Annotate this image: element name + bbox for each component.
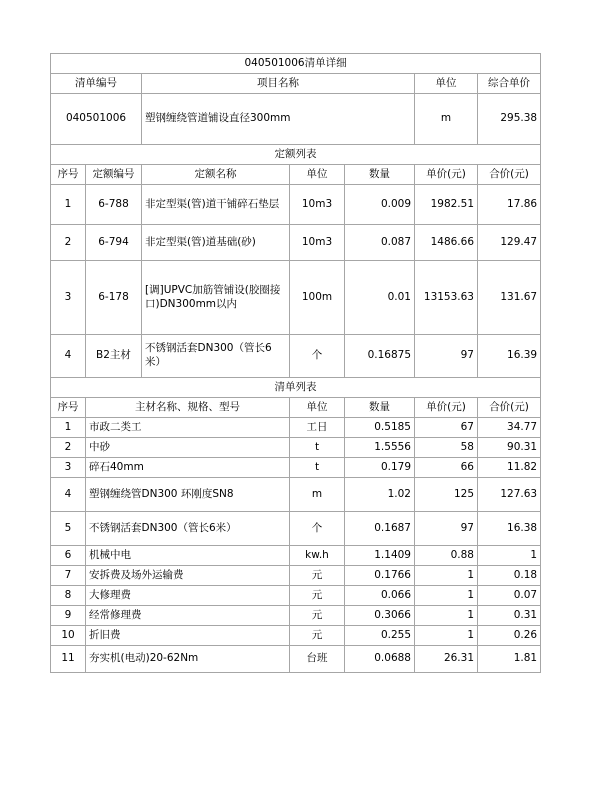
list-unit-price: 26.31 <box>415 646 478 673</box>
quota-qty: 0.087 <box>345 225 415 261</box>
list-unit-price: 0.88 <box>415 546 478 566</box>
list-qty: 0.5185 <box>345 418 415 438</box>
list-row <box>51 478 541 512</box>
item-name-header: 项目名称 <box>142 74 415 94</box>
quota-unit: 10m3 <box>290 225 345 261</box>
quota-seq-header: 序号 <box>51 165 86 185</box>
quota-unit: 100m <box>290 261 345 335</box>
quota-name: 不锈钢活套DN300（管长6米） <box>142 335 290 378</box>
quota-seq: 3 <box>51 261 86 335</box>
quota-unit-price-header: 单价(元) <box>415 165 478 185</box>
quota-unit-price: 1486.66 <box>415 225 478 261</box>
list-qty: 1.5556 <box>345 438 415 458</box>
list-unit: 元 <box>290 606 345 626</box>
quota-unit-header: 单位 <box>290 165 345 185</box>
list-name: 不锈钢活套DN300（管长6米） <box>86 512 290 546</box>
list-unit: 个 <box>290 512 345 546</box>
list-seq: 7 <box>51 566 86 586</box>
list-seq: 3 <box>51 458 86 478</box>
list-total: 90.31 <box>478 438 541 458</box>
list-section-title: 清单列表 <box>51 378 541 398</box>
list-qty: 1.1409 <box>345 546 415 566</box>
list-total: 34.77 <box>478 418 541 438</box>
list-unit: 元 <box>290 586 345 606</box>
list-unit-price: 97 <box>415 512 478 546</box>
bill-detail-table <box>50 53 541 673</box>
quota-code: 6-788 <box>86 185 142 225</box>
list-total: 1 <box>478 546 541 566</box>
item-unit-header: 单位 <box>415 74 478 94</box>
quota-qty: 0.01 <box>345 261 415 335</box>
list-qty-header: 数量 <box>345 398 415 418</box>
list-unit-price: 1 <box>415 626 478 646</box>
quota-qty-header: 数量 <box>345 165 415 185</box>
list-unit-header: 单位 <box>290 398 345 418</box>
list-qty: 1.02 <box>345 478 415 512</box>
list-name: 经常修理费 <box>86 606 290 626</box>
quota-name: [调]UPVC加筋管铺设(胶圈接口)DN300mm以内 <box>142 261 290 335</box>
list-name-header: 主材名称、规格、型号 <box>86 398 290 418</box>
list-seq: 5 <box>51 512 86 546</box>
list-total: 0.07 <box>478 586 541 606</box>
list-unit: 元 <box>290 626 345 646</box>
quota-code: 6-794 <box>86 225 142 261</box>
list-unit: 元 <box>290 566 345 586</box>
quota-row <box>51 261 541 335</box>
page-title: 040501006清单详细 <box>51 54 541 74</box>
list-unit: m <box>290 478 345 512</box>
quota-unit: 10m3 <box>290 185 345 225</box>
item-price-header: 综合单价 <box>478 74 541 94</box>
list-qty: 0.255 <box>345 626 415 646</box>
list-name: 夯实机(电动)20-62Nm <box>86 646 290 673</box>
item-unit: m <box>415 94 478 145</box>
list-row <box>51 586 541 606</box>
list-unit: t <box>290 438 345 458</box>
quota-qty: 0.16875 <box>345 335 415 378</box>
list-unit: 工日 <box>290 418 345 438</box>
quota-total: 129.47 <box>478 225 541 261</box>
quota-total: 17.86 <box>478 185 541 225</box>
list-total: 0.26 <box>478 626 541 646</box>
list-row <box>51 512 541 546</box>
quota-seq: 2 <box>51 225 86 261</box>
list-seq: 4 <box>51 478 86 512</box>
list-qty: 0.1687 <box>345 512 415 546</box>
list-total: 0.18 <box>478 566 541 586</box>
list-name: 安拆费及场外运输费 <box>86 566 290 586</box>
list-seq-header: 序号 <box>51 398 86 418</box>
quota-name-header: 定额名称 <box>142 165 290 185</box>
item-price: 295.38 <box>478 94 541 145</box>
list-total: 1.81 <box>478 646 541 673</box>
quota-unit-price: 13153.63 <box>415 261 478 335</box>
list-seq: 9 <box>51 606 86 626</box>
list-name: 折旧费 <box>86 626 290 646</box>
list-row <box>51 458 541 478</box>
list-qty: 0.1766 <box>345 566 415 586</box>
list-seq: 6 <box>51 546 86 566</box>
list-unit: 台班 <box>290 646 345 673</box>
list-unit-price: 58 <box>415 438 478 458</box>
list-row <box>51 566 541 586</box>
list-seq: 11 <box>51 646 86 673</box>
quota-name: 非定型渠(管)道干铺碎石垫层 <box>142 185 290 225</box>
list-unit: t <box>290 458 345 478</box>
list-name: 机械中电 <box>86 546 290 566</box>
item-code-header: 清单编号 <box>51 74 142 94</box>
quota-name: 非定型渠(管)道基础(砂) <box>142 225 290 261</box>
list-unit-price: 1 <box>415 566 478 586</box>
list-total: 127.63 <box>478 478 541 512</box>
quota-code-header: 定额编号 <box>86 165 142 185</box>
list-total: 16.38 <box>478 512 541 546</box>
list-name: 塑钢缠绕管DN300 环刚度SN8 <box>86 478 290 512</box>
list-unit-price: 66 <box>415 458 478 478</box>
quota-total: 131.67 <box>478 261 541 335</box>
list-qty: 0.066 <box>345 586 415 606</box>
list-total: 0.31 <box>478 606 541 626</box>
list-name: 市政二类工 <box>86 418 290 438</box>
quota-row <box>51 185 541 225</box>
list-name: 大修理费 <box>86 586 290 606</box>
quota-section-title: 定额列表 <box>51 145 541 165</box>
list-qty: 0.179 <box>345 458 415 478</box>
list-name: 碎石40mm <box>86 458 290 478</box>
list-row <box>51 626 541 646</box>
list-seq: 2 <box>51 438 86 458</box>
list-unit-price: 125 <box>415 478 478 512</box>
quota-unit: 个 <box>290 335 345 378</box>
quota-qty: 0.009 <box>345 185 415 225</box>
quota-total-header: 合价(元) <box>478 165 541 185</box>
list-row <box>51 546 541 566</box>
list-unit-price: 1 <box>415 606 478 626</box>
list-seq: 8 <box>51 586 86 606</box>
list-total-header: 合价(元) <box>478 398 541 418</box>
item-code: 040501006 <box>51 94 142 145</box>
list-unit: kw.h <box>290 546 345 566</box>
quota-code: 6-178 <box>86 261 142 335</box>
list-row <box>51 438 541 458</box>
list-unit-price: 1 <box>415 586 478 606</box>
list-unit-price-header: 单价(元) <box>415 398 478 418</box>
list-unit-price: 67 <box>415 418 478 438</box>
list-qty: 0.3066 <box>345 606 415 626</box>
list-seq: 10 <box>51 626 86 646</box>
list-qty: 0.0688 <box>345 646 415 673</box>
quota-seq: 1 <box>51 185 86 225</box>
quota-code: B2主材 <box>86 335 142 378</box>
list-row <box>51 606 541 626</box>
list-row <box>51 418 541 438</box>
list-name: 中砂 <box>86 438 290 458</box>
list-total: 11.82 <box>478 458 541 478</box>
quota-seq: 4 <box>51 335 86 378</box>
list-row <box>51 646 541 673</box>
quota-unit-price: 1982.51 <box>415 185 478 225</box>
quota-unit-price: 97 <box>415 335 478 378</box>
quota-row <box>51 225 541 261</box>
quota-total: 16.39 <box>478 335 541 378</box>
item-name: 塑钢缠绕管道铺设直径300mm <box>142 94 415 145</box>
quota-row <box>51 335 541 378</box>
list-seq: 1 <box>51 418 86 438</box>
